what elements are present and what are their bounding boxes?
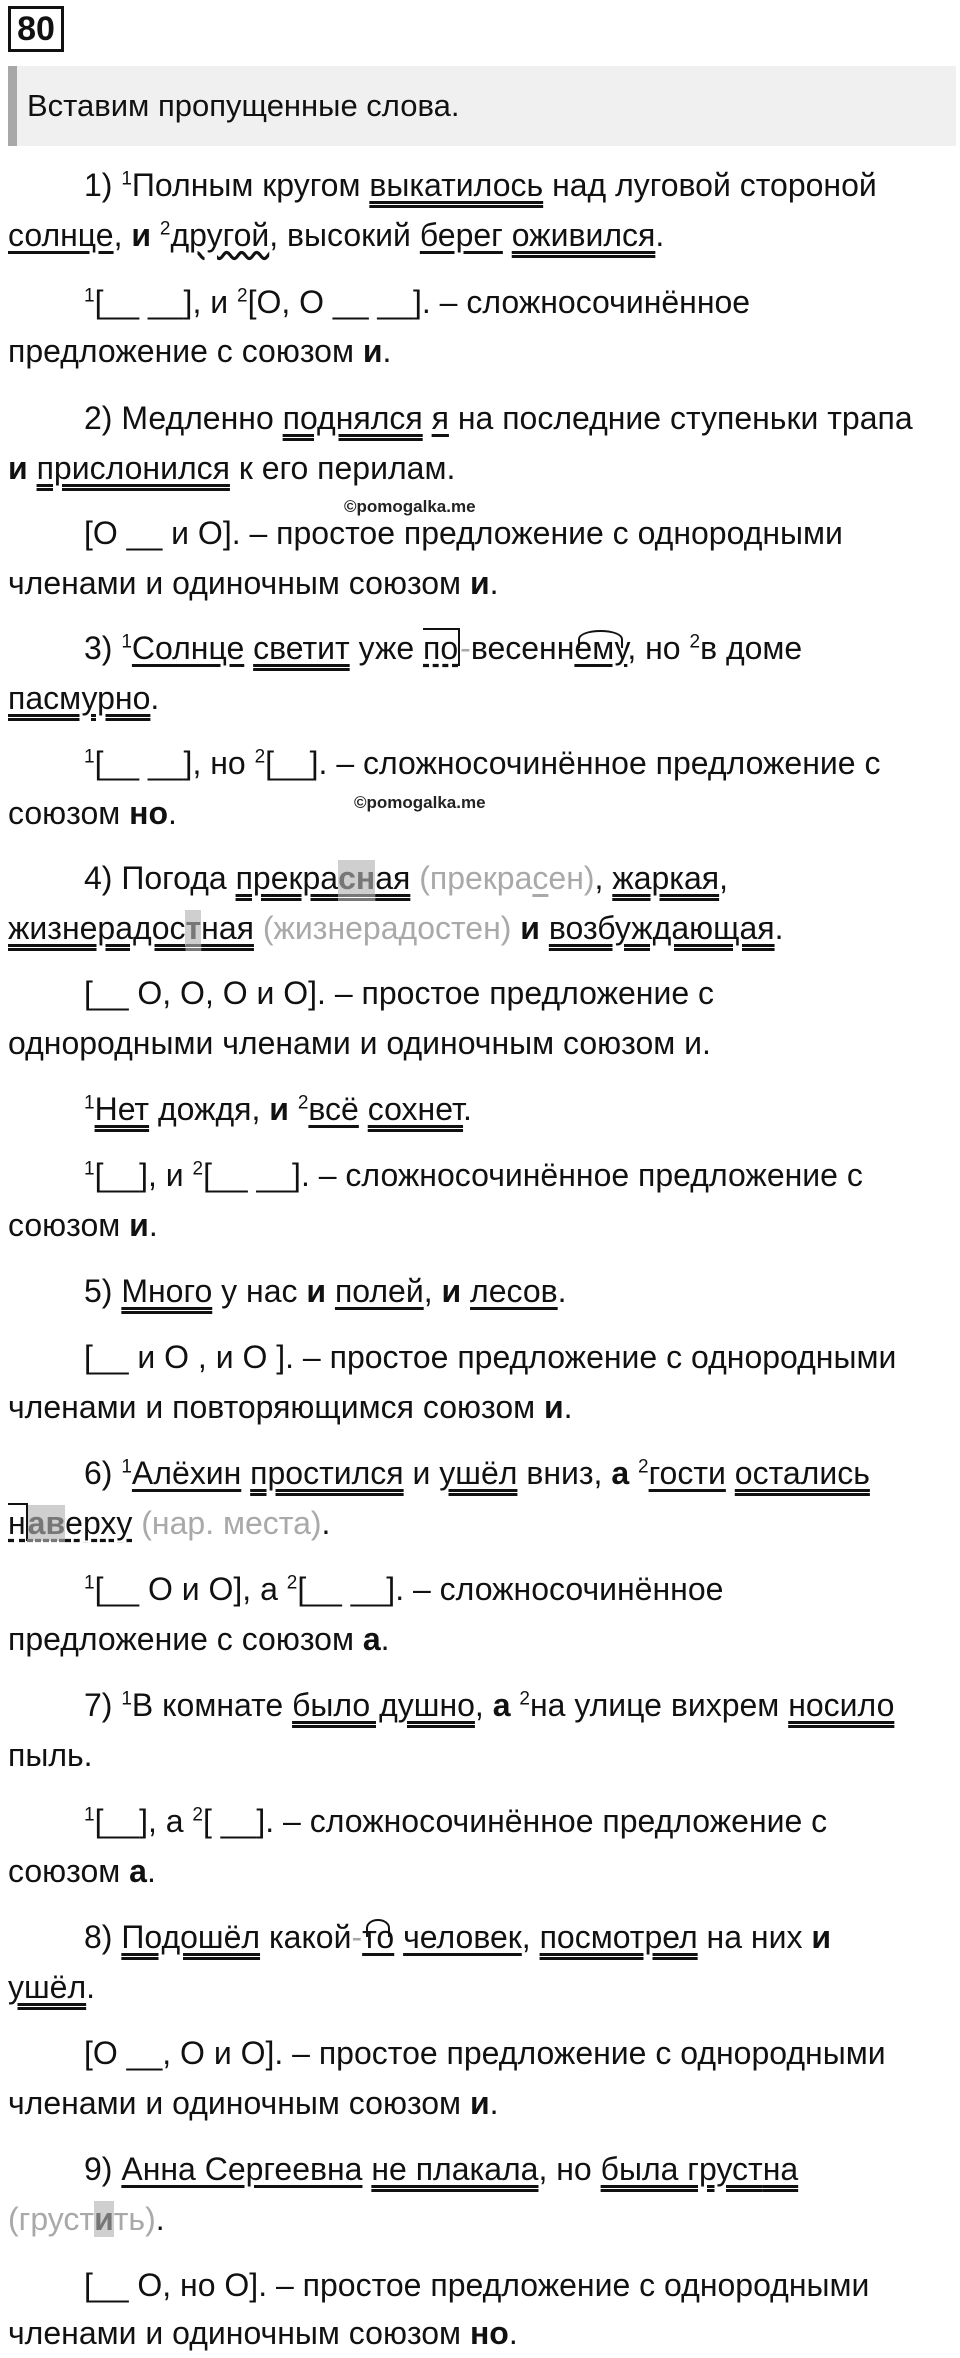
text-line: 9) Анна Сергеевна не плакала, но была грустна (84, 2151, 799, 2187)
text-line: 3) $^1$Солнце светит уже по-весеннему, но $^2$в доме (84, 630, 803, 666)
watermark: ©pomogalka.me (354, 793, 486, 812)
text-line: пасмурно. (8, 680, 160, 716)
text-line: жизнерадостная (жизнерадостен) и возбуждающая. (8, 910, 784, 946)
exercise-number: 80 (8, 6, 64, 52)
text-line: 1) $^1$Полным кругом выкатилось над луговой стороной (84, 167, 877, 203)
scheme-line: [__ О, но О]. – простое предложение с однородными (84, 2267, 870, 2303)
intro-text: Вставим пропущенные слова. (8, 66, 956, 146)
scheme-line: $^1$[__ О и О], а $^2$[__ __]. – сложносочинённое (84, 1571, 724, 1607)
scheme-line: $^1$[__], и $^2$[__ __]. – сложносочинённое предложение с (84, 1157, 863, 1193)
text-line: 7) $^1$В комнате было душно, а $^2$на улице вихрем носило (84, 1687, 895, 1723)
text-line: ушёл. (8, 1969, 96, 2005)
scheme-line: $^1$[__ __], но $^2$[__]. – сложносочинённое предложение с (84, 745, 881, 781)
text-line: наверху (нар. места). (8, 1505, 331, 1541)
scheme-line: союзом но. (8, 795, 177, 831)
text-line: солнце, и $^2$другой, высокий берег оживился. (8, 217, 665, 253)
scheme-line: [__ и О , и О ]. – простое предложение с однородными (84, 1339, 897, 1375)
scheme-line: $^1$[__], а $^2$[ __]. – сложносочинённое предложение с (84, 1803, 828, 1839)
scheme-line: однородными членами и одиночным союзом и. (8, 1025, 711, 1061)
text-line: 8) Подошёл какой-то человек, посмотрел на них и (84, 1919, 831, 1955)
scheme-line: предложение с союзом а. (8, 1621, 390, 1657)
text-line: пыль. (8, 1737, 93, 1773)
text-line: 2) Медленно поднялся я на последние ступеньки трапа (84, 400, 913, 436)
scheme-line: предложение с союзом и. (8, 333, 392, 369)
scheme-line: [О __ и О]. – простое предложение с однородными (84, 515, 843, 551)
scheme-line: союзом а. (8, 1853, 156, 1889)
scheme-line: членами и одиночным союзом но. (8, 2315, 518, 2351)
text-line: $^1$Нет дождя, и $^2$всё сохнет. (84, 1091, 472, 1127)
text-line: (грустить). (8, 2201, 165, 2237)
scheme-line: членами и одиночным союзом и. (8, 2085, 499, 2121)
scheme-line: [__ О, О, О и О]. – простое предложение с (84, 975, 715, 1011)
scheme-line: союзом и. (8, 1207, 158, 1243)
text-line: 5) Много у нас и полей, и лесов. (84, 1273, 567, 1309)
scheme-line: [О __, О и О]. – простое предложение с однородными (84, 2035, 886, 2071)
text-line: 4) Погода прекрасная (прекрасен), жаркая, (84, 860, 729, 896)
scheme-line: $^1$[__ __], и $^2$[О, О __ __]. – сложносочинённое (84, 284, 751, 320)
watermark: ©pomogalka.me (344, 497, 476, 516)
text-line: и прислонился к его перилам. (8, 450, 456, 486)
text-line: 6) $^1$Алёхин простился и ушёл вниз, а $^2$гости остались (84, 1455, 870, 1491)
scheme-line: членами и повторяющимся союзом и. (8, 1389, 573, 1425)
scheme-line: членами и одиночным союзом и. (8, 565, 499, 601)
